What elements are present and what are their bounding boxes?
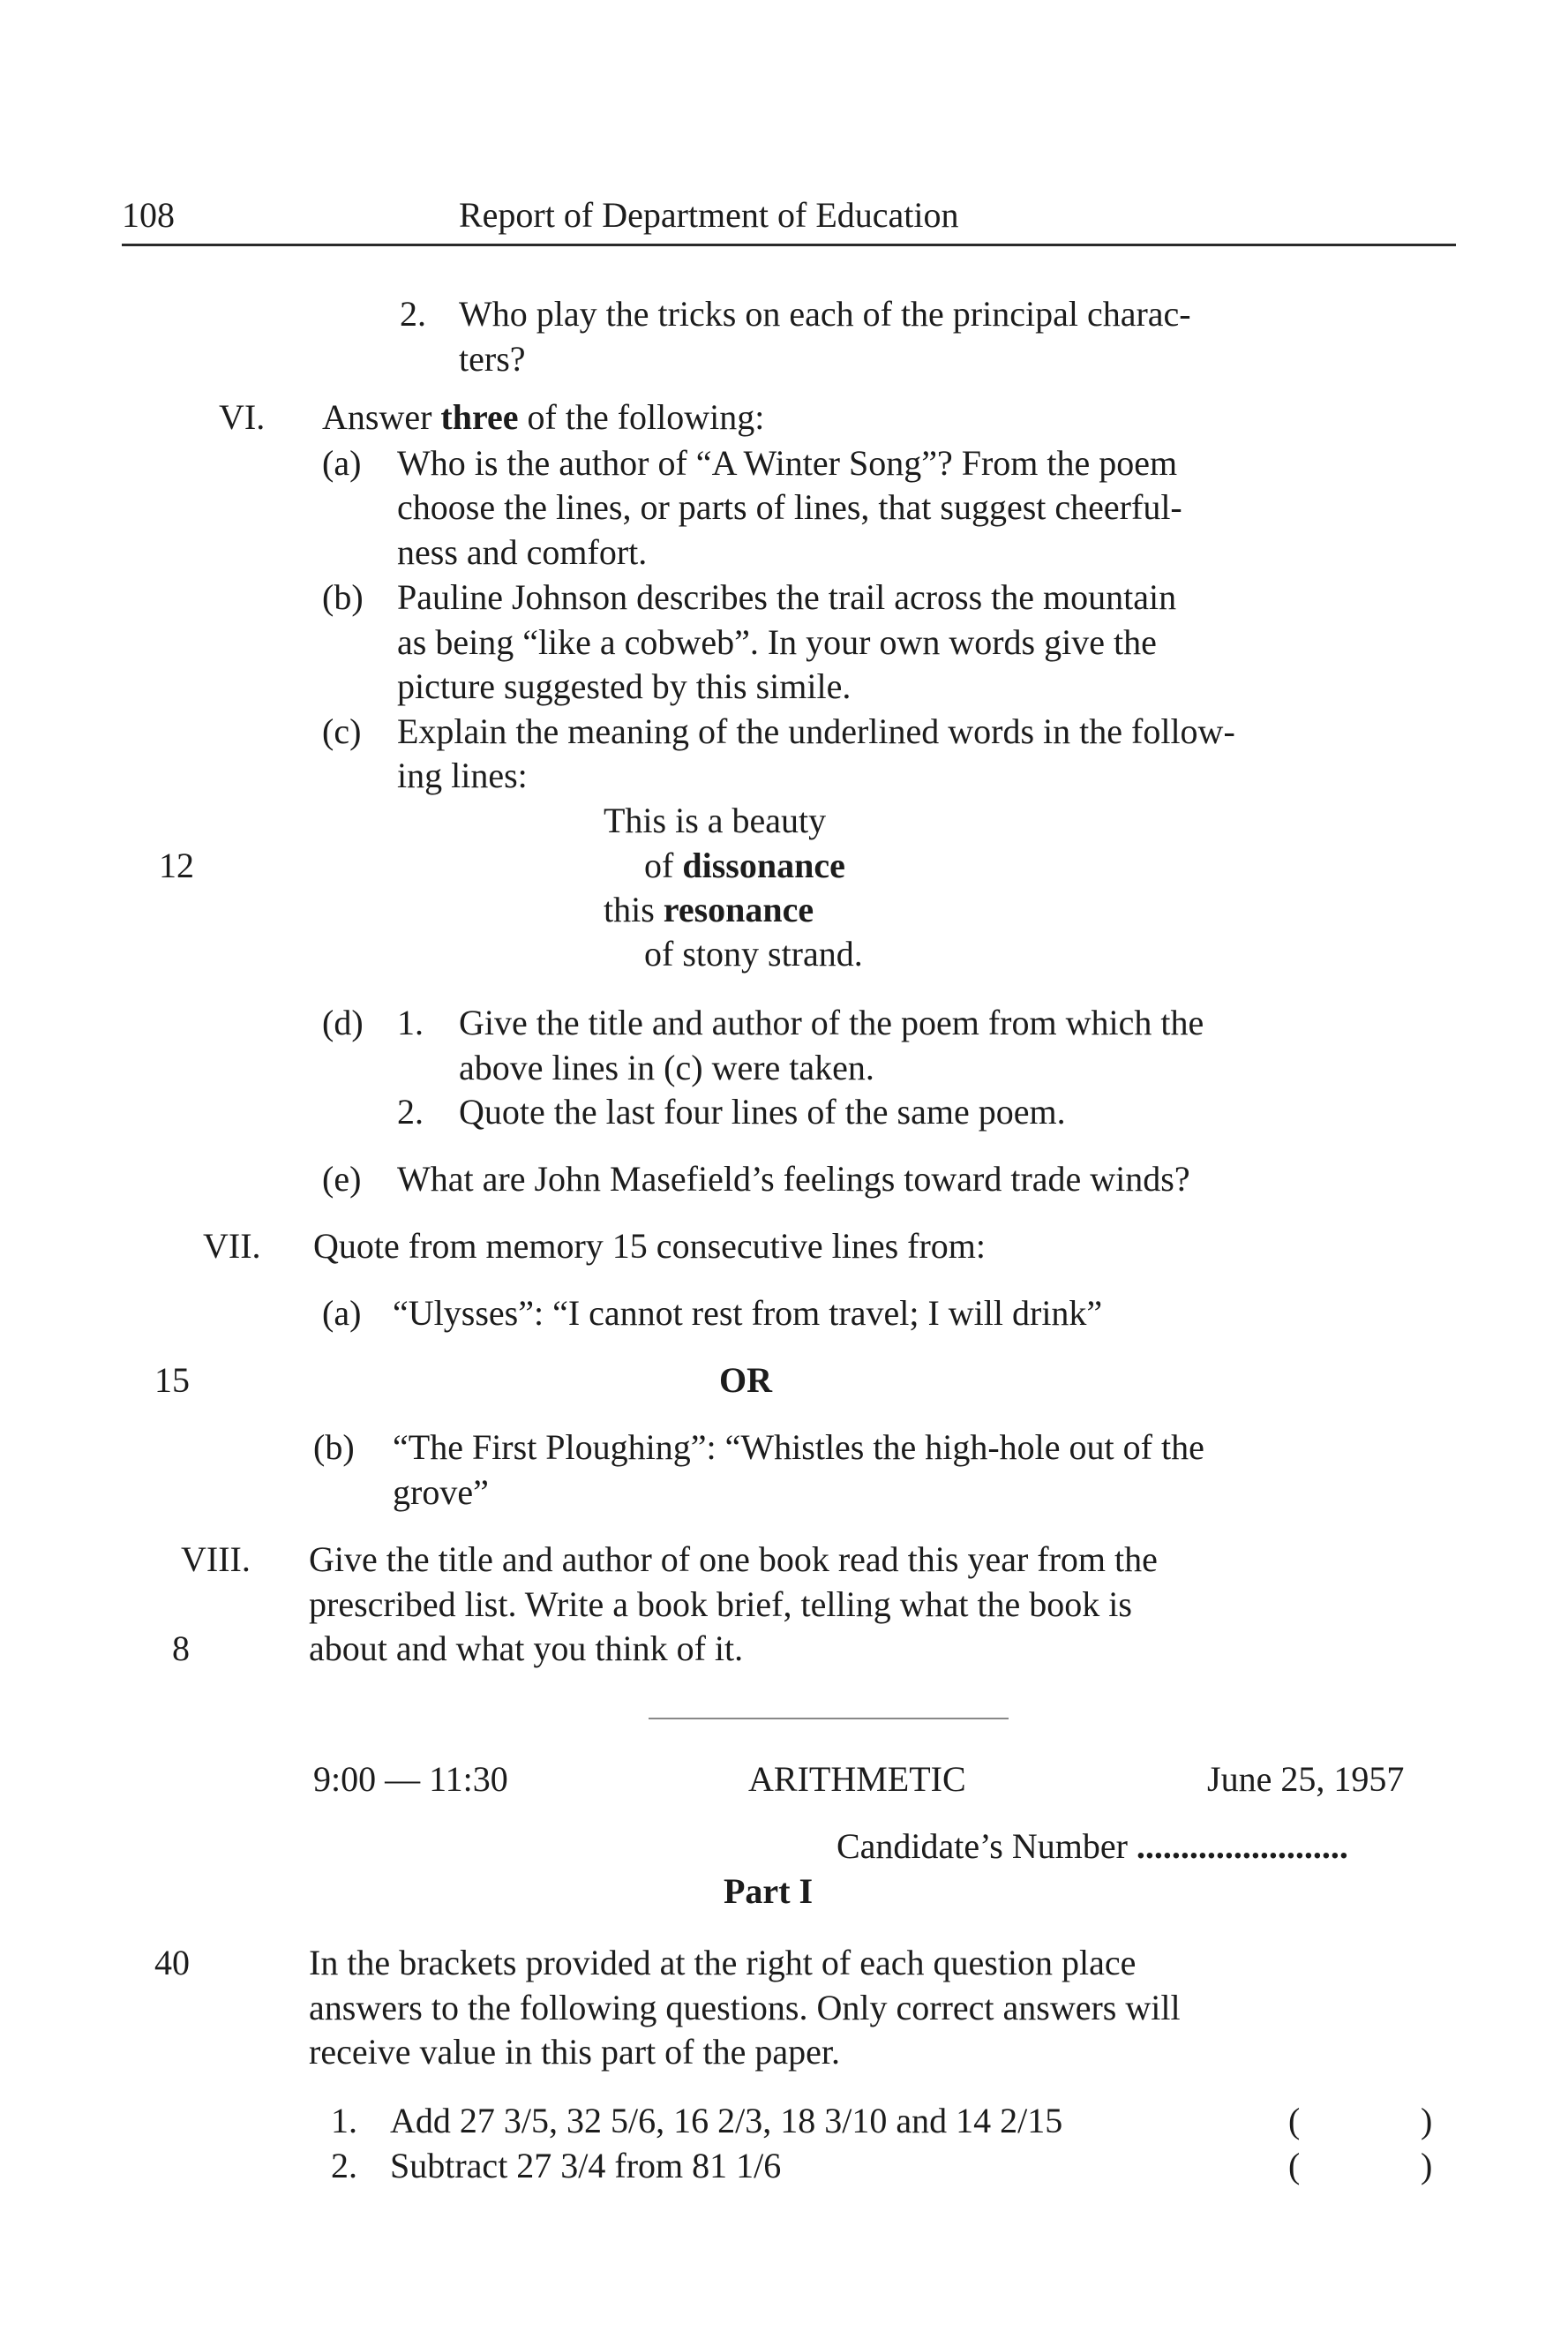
question-text-line: Who play the tricks on each of the principal charac- — [459, 294, 1191, 334]
section-numeral-vi: VI. — [219, 397, 266, 437]
instructions-line: answers to the following questions. Only correct answers will — [309, 1988, 1181, 2027]
marks-value: 15 — [154, 1360, 190, 1400]
sub-item-number: 1. — [397, 1003, 424, 1042]
item-text-line: about and what you think of it. — [309, 1628, 744, 1668]
item-label-c: (c) — [322, 711, 362, 751]
question-text: Subtract 27 3/4 from 81 1/6 — [390, 2146, 782, 2185]
item-text-line: prescribed list. Write a book brief, telling what the book is — [309, 1584, 1132, 1624]
part-heading: Part I — [724, 1871, 814, 1911]
running-title: Report of Department of Education — [459, 195, 959, 235]
item-text-line: above lines in (c) were taken. — [459, 1048, 874, 1087]
section-numeral-vii: VII. — [203, 1226, 261, 1266]
question-number: 2. — [331, 2146, 357, 2185]
exam-time: 9:00 — 11:30 — [313, 1759, 508, 1799]
item-text-line: Give the title and author of the poem from which the — [459, 1003, 1204, 1042]
section-numeral-viii: VIII. — [181, 1539, 251, 1579]
item-text-line: Explain the meaning of the underlined words in the follow- — [397, 711, 1235, 751]
item-text-line: Pauline Johnson describes the trail across the mountain — [397, 577, 1177, 617]
item-text-line: Give the title and author of one book read this year from the — [309, 1539, 1158, 1579]
marks-value: 12 — [159, 846, 194, 885]
item-text-line: “The First Ploughing”: “Whistles the high-hole out of the — [393, 1427, 1204, 1467]
question-number: 2. — [400, 294, 426, 334]
item-text-line: picture suggested by this simile. — [397, 666, 852, 706]
candidate-number-field: Candidate’s Number ........................ — [837, 1824, 1348, 1869]
or-divider: OR — [719, 1360, 772, 1400]
item-label-d: (d) — [322, 1003, 364, 1042]
item-label-b: (b) — [313, 1427, 355, 1467]
section-vii-intro: Quote from memory 15 consecutive lines from: — [313, 1226, 987, 1266]
item-label-b: (b) — [322, 577, 364, 617]
exam-date: June 25, 1957 — [1207, 1759, 1405, 1799]
marks-value: 8 — [172, 1628, 190, 1668]
item-text-line: grove” — [393, 1472, 489, 1512]
item-label-e: (e) — [322, 1159, 362, 1199]
section-separator — [649, 1718, 1009, 1719]
marks-value: 40 — [154, 1943, 190, 1982]
answer-bracket-close: ) — [1421, 2146, 1433, 2185]
question-number: 1. — [331, 2101, 357, 2140]
candidate-number-dots: ........................ — [1136, 1826, 1348, 1866]
item-label-a: (a) — [322, 1293, 362, 1333]
item-text-line: Quote the last four lines of the same poem. — [459, 1092, 1066, 1132]
instructions-line: In the brackets provided at the right of each question place — [309, 1943, 1137, 1982]
instructions-line: receive value in this part of the paper. — [309, 2032, 840, 2072]
poem-line: of stony strand. — [644, 934, 863, 974]
poem-line: this resonance — [604, 890, 814, 929]
sub-item-number: 2. — [397, 1092, 424, 1132]
exam-subject: ARITHMETIC — [748, 1759, 966, 1799]
answer-bracket-open: ( — [1288, 2146, 1301, 2185]
header-rule — [122, 244, 1456, 246]
item-text-line: choose the lines, or parts of lines, that suggest cheerful- — [397, 487, 1182, 527]
section-vi-intro: Answer three of the following: — [322, 397, 765, 437]
answer-bracket-close: ) — [1421, 2101, 1433, 2140]
answer-bracket-open: ( — [1288, 2101, 1301, 2140]
question-text-line: ters? — [459, 339, 526, 379]
item-text-line: What are John Masefield’s feelings toward trade winds? — [397, 1159, 1190, 1199]
question-text: Add 27 3/5, 32 5/6, 16 2/3, 18 3/10 and 14 2/15 — [390, 2101, 1063, 2140]
item-label-a: (a) — [322, 443, 362, 483]
item-text-line: as being “like a cobweb”. In your own words give the — [397, 622, 1157, 662]
poem-line: of dissonance — [644, 846, 845, 885]
item-text-line: ing lines: — [397, 756, 528, 795]
item-text-line: ness and comfort. — [397, 532, 648, 572]
page-number: 108 — [122, 195, 175, 235]
item-text-line: Who is the author of “A Winter Song”? From the poem — [397, 443, 1178, 483]
item-text-line: “Ulysses”: “I cannot rest from travel; I will drink” — [393, 1293, 1103, 1333]
poem-line: This is a beauty — [604, 801, 827, 840]
